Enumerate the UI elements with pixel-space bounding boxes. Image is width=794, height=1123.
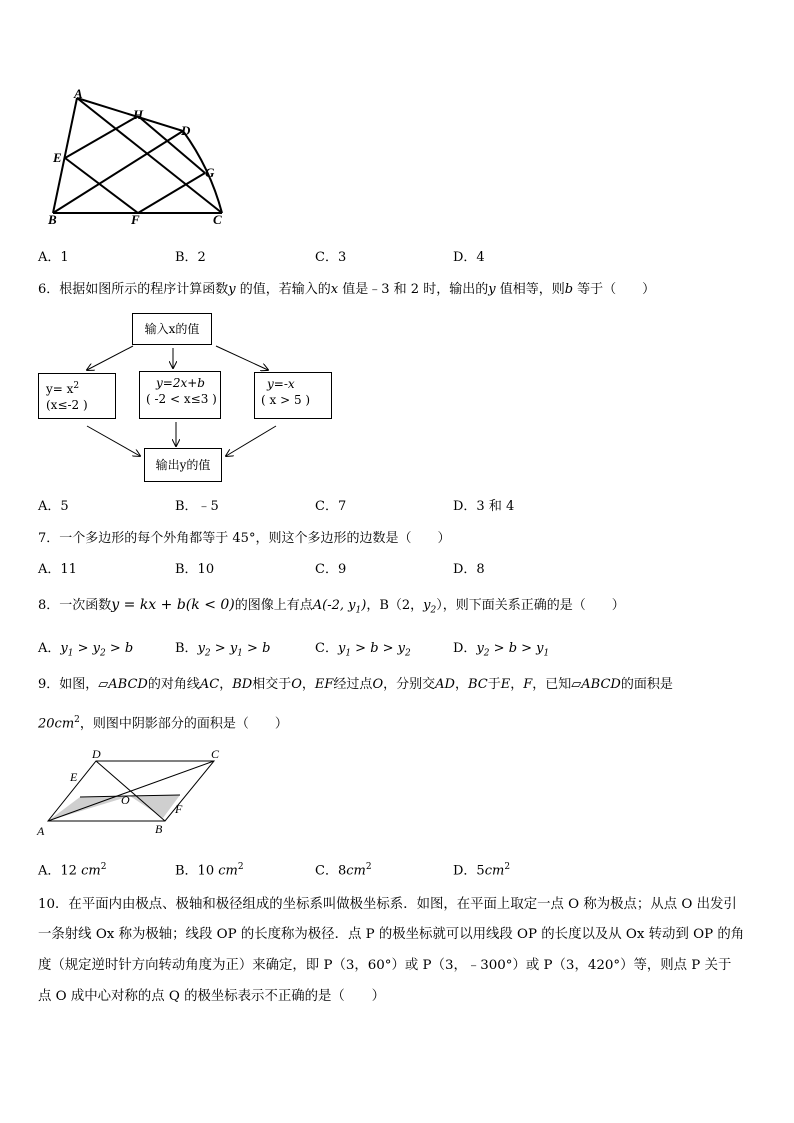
option-c[interactable]: C．$8cm^2$ bbox=[315, 862, 372, 879]
flow-input-text: 输入x的值 bbox=[144, 322, 200, 336]
option-c[interactable]: C．$y_1 > b > y_2$ bbox=[315, 641, 411, 659]
q8-formula: y = kx + b(k < 0) bbox=[111, 597, 235, 613]
option-d[interactable]: D．3 和 4 bbox=[453, 499, 515, 514]
q8-text-3: ，B（2， bbox=[366, 598, 424, 613]
q10-line-2: 一条射线 Ox 称为极轴；线段 OP 的长度称为极径．点 P 的极坐标就可以用线段 OP 的长度以及从 Ox 转动到 OP 的角 bbox=[38, 927, 745, 942]
label-D: D bbox=[181, 123, 191, 138]
option-a[interactable]: A．$y_1 > y_2 > b$ bbox=[38, 641, 134, 659]
option-b[interactable]: B．10 bbox=[175, 562, 215, 577]
flow-case2-line1: y=2x+b bbox=[156, 376, 205, 390]
option-b[interactable]: B．$y_2 > y_1 > b$ bbox=[175, 641, 271, 659]
label-E: E bbox=[70, 770, 78, 784]
q6-var-x: x bbox=[330, 282, 339, 297]
option-c[interactable]: C．7 bbox=[315, 499, 347, 514]
q6-text-1: 6．根据如图所示的程序计算函数 bbox=[38, 282, 229, 297]
q8-stem bbox=[38, 596, 625, 620]
flow-case3-line1: y=-x bbox=[267, 377, 295, 391]
label-A: A bbox=[37, 824, 45, 838]
q8-text-2: 的图像上有点 bbox=[234, 598, 313, 613]
q6-var-y: y bbox=[228, 282, 236, 297]
q6-text-5: 等于（ ） bbox=[573, 282, 656, 297]
flow-case1-box bbox=[38, 373, 116, 419]
flow-case3-line2: ( x > 5 ) bbox=[261, 393, 311, 407]
option-d[interactable]: D．$y_2 > b > y_1$ bbox=[453, 641, 550, 659]
q10-line-1: 10．在平面内由极点、极轴和极径组成的坐标系叫做极坐标系．如图，在平面上取定一点 O 称为极点；从点 O 出发引 bbox=[38, 897, 737, 912]
label-A: A bbox=[74, 88, 83, 101]
flow-output-box bbox=[144, 448, 222, 482]
q7-stem: 7．一个多边形的每个外角都等于 45°，则这个多边形的边数是（ ） bbox=[38, 531, 451, 546]
q6-var-b: b bbox=[564, 282, 574, 297]
option-b[interactable]: B．10 $cm^2$ bbox=[175, 862, 244, 879]
flow-case1-line1: $y= x^2$ bbox=[46, 381, 80, 396]
label-H: H bbox=[133, 107, 144, 122]
q8-point-a: A(-2, $y_1$) bbox=[312, 598, 367, 616]
label-G: G bbox=[205, 165, 215, 180]
q9-stem-line1: 9．如图，▱ABCD的对角线AC，BD相交于O，EF经过点O，分别交AD，BC于E，F，已知▱ABCD的面积是 bbox=[38, 677, 673, 692]
option-a[interactable]: A．11 bbox=[38, 562, 77, 577]
flow-input-box bbox=[132, 313, 212, 345]
q6-text-3: 值是﹣3 和 2 时，输出的 bbox=[338, 282, 489, 297]
label-B: B bbox=[48, 212, 57, 227]
label-C: C bbox=[211, 747, 220, 761]
q10-line-3: 度（规定逆时针方向转动角度为正）来确定，即 P（3，60°）或 P（3，﹣300°）或 P（3，420°）等，则点 P 关于 bbox=[38, 958, 732, 973]
flow-output-text: 输出y的值 bbox=[155, 458, 211, 472]
flow-case2-box bbox=[139, 371, 221, 419]
option-a[interactable]: A．12 $cm^2$ bbox=[38, 862, 107, 879]
quadrilateral-figure bbox=[40, 88, 240, 228]
option-b[interactable]: B．2 bbox=[175, 250, 206, 265]
flow-case1-line2: (x≤-2 ) bbox=[46, 398, 88, 412]
parallelogram-figure bbox=[32, 744, 232, 840]
q8-text-1: 8．一次函数 bbox=[38, 598, 112, 613]
option-d[interactable]: D．8 bbox=[453, 562, 485, 577]
option-b[interactable]: B．﹣5 bbox=[175, 499, 219, 514]
option-a[interactable]: A．5 bbox=[38, 499, 69, 514]
q6-text-2: 的值，若输入的 bbox=[235, 282, 331, 297]
q6-var-y2: y bbox=[488, 282, 496, 297]
q9-stem-line2: $20cm^2$，则图中阴影部分的面积是（ ） bbox=[38, 715, 288, 732]
q8-y2: $y_2$ bbox=[423, 598, 437, 616]
q6-stem bbox=[38, 281, 655, 299]
option-d[interactable]: D．4 bbox=[453, 250, 485, 265]
label-C: C bbox=[213, 212, 222, 227]
flow-case2-line2: ( -2 < x≤3 ) bbox=[146, 392, 217, 406]
label-E: E bbox=[53, 150, 62, 165]
q8-text-4: ），则下面关系正确的是（ ） bbox=[436, 598, 625, 613]
label-O: O bbox=[121, 793, 130, 807]
label-B: B bbox=[155, 822, 163, 836]
option-c[interactable]: C．9 bbox=[315, 562, 347, 577]
label-F: F bbox=[131, 212, 140, 227]
label-D: D bbox=[92, 747, 101, 761]
option-d[interactable]: D．$5cm^2$ bbox=[453, 862, 511, 879]
q6-text-4: 值相等，则 bbox=[495, 282, 565, 297]
option-a[interactable]: A．1 bbox=[38, 250, 69, 265]
q10-line-4: 点 O 成中心对称的点 Q 的极坐标表示不正确的是（ ） bbox=[38, 989, 385, 1004]
option-c[interactable]: C．3 bbox=[315, 250, 347, 265]
label-F: F bbox=[175, 802, 183, 816]
flow-case3-box bbox=[254, 372, 332, 419]
